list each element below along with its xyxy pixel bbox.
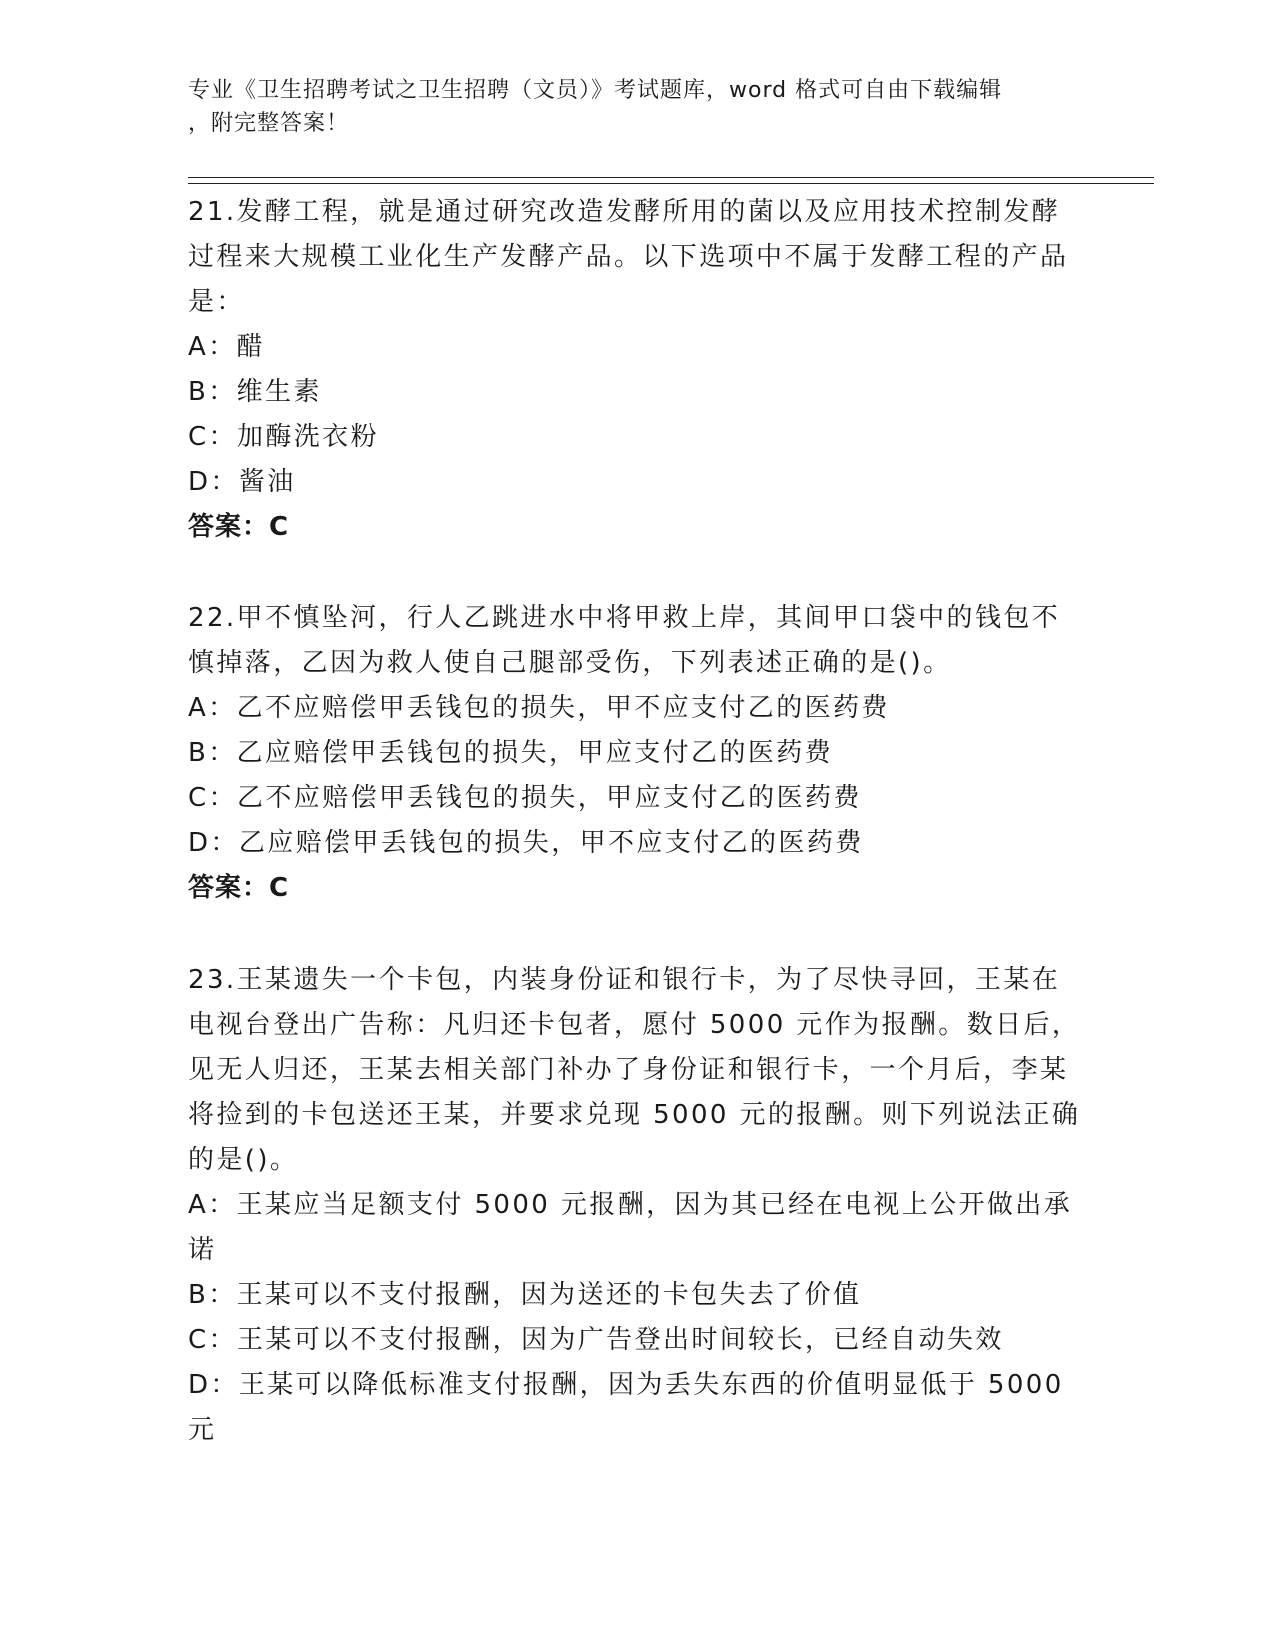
spacer: [188, 550, 1088, 596]
option-text: 王某可以降低标准支付报酬，因为丢失东西的价值明显低于 5000 元: [188, 1370, 1064, 1445]
option-a: [188, 686, 1088, 731]
option-text: 酱油: [238, 467, 296, 497]
option-a: [188, 325, 1088, 370]
option-key: D：: [188, 467, 239, 497]
option-d: [188, 821, 1088, 866]
option-text: 醋: [236, 332, 265, 362]
option-key: A：: [188, 1190, 237, 1220]
option-b: [188, 1273, 1088, 1318]
option-text: 维生素: [236, 377, 322, 407]
question-text: 22.甲不慎坠河，行人乙跳进水中将甲救上岸，其间甲口袋中的钱包不慎掉落，乙因为救人使自己腿部受伤，下列表述正确的是()。: [188, 603, 1061, 678]
option-key: A：: [188, 693, 237, 723]
option-key: B：: [188, 1280, 237, 1310]
question-text: 23.王某遗失一个卡包，内装身份证和银行卡，为了尽快寻回，王某在电视台登出广告称：凡归还卡包者，愿付 5000 元作为报酬。数日后，见无人归还，王某去相关部门补办了身份证和银行卡，一个月后，李某将捡到的卡包送还王某，并要求兑现 5000 元的报酬。则下列说法正确的是()。: [188, 965, 1081, 1175]
question-23: [188, 958, 1088, 1453]
option-text: 乙应赔偿甲丢钱包的损失，甲不应支付乙的医药费: [238, 828, 864, 858]
answer-line: 答案：C: [188, 873, 290, 903]
option-key: D：: [188, 1370, 239, 1400]
question-21: [188, 190, 1088, 550]
option-text: 加酶洗衣粉: [236, 422, 379, 452]
option-key: C：: [188, 1325, 237, 1355]
option-c: [188, 415, 1088, 460]
question-text: 21.发酵工程，就是通过研究改造发酵所用的菌以及应用技术控制发酵过程来大规模工业化生产发酵产品。以下选项中不属于发酵工程的产品是：: [188, 197, 1069, 317]
answer-line: 答案：C: [188, 512, 290, 542]
option-text: 王某可以不支付报酬，因为送还的卡包失去了价值: [236, 1280, 862, 1310]
option-text: 乙不应赔偿甲丢钱包的损失，甲应支付乙的医药费: [236, 783, 862, 813]
option-text: 乙不应赔偿甲丢钱包的损失，甲不应支付乙的医药费: [236, 693, 890, 723]
option-c: [188, 776, 1088, 821]
option-b: [188, 731, 1088, 776]
option-a: [188, 1183, 1088, 1273]
option-d: [188, 460, 1088, 505]
header-line-2: ，附完整答案！: [188, 111, 350, 136]
option-key: B：: [188, 738, 237, 768]
option-key: C：: [188, 783, 237, 813]
option-key: A：: [188, 332, 237, 362]
spacer: [188, 911, 1088, 958]
header-line-1: 专业《卫生招聘考试之卫生招聘（文员）》考试题库，word 格式可自由下载编辑: [188, 78, 1003, 103]
option-c: [188, 1318, 1088, 1363]
header-rule-top: [188, 177, 1154, 178]
option-key: D：: [188, 828, 239, 858]
document-header: [188, 74, 1068, 140]
option-text: 王某应当足额支付 5000 元报酬，因为其已经在电视上公开做出承诺: [188, 1190, 1073, 1265]
option-key: C：: [188, 422, 237, 452]
option-text: 王某可以不支付报酬，因为广告登出时间较长，已经自动失效: [236, 1325, 1004, 1355]
option-text: 乙应赔偿甲丢钱包的损失，甲应支付乙的医药费: [236, 738, 834, 768]
question-22: [188, 596, 1088, 911]
option-b: [188, 370, 1088, 415]
question-list: [188, 190, 1088, 1453]
header-rule-bottom: [188, 183, 1154, 184]
option-key: B：: [188, 377, 237, 407]
option-d: [188, 1363, 1088, 1453]
